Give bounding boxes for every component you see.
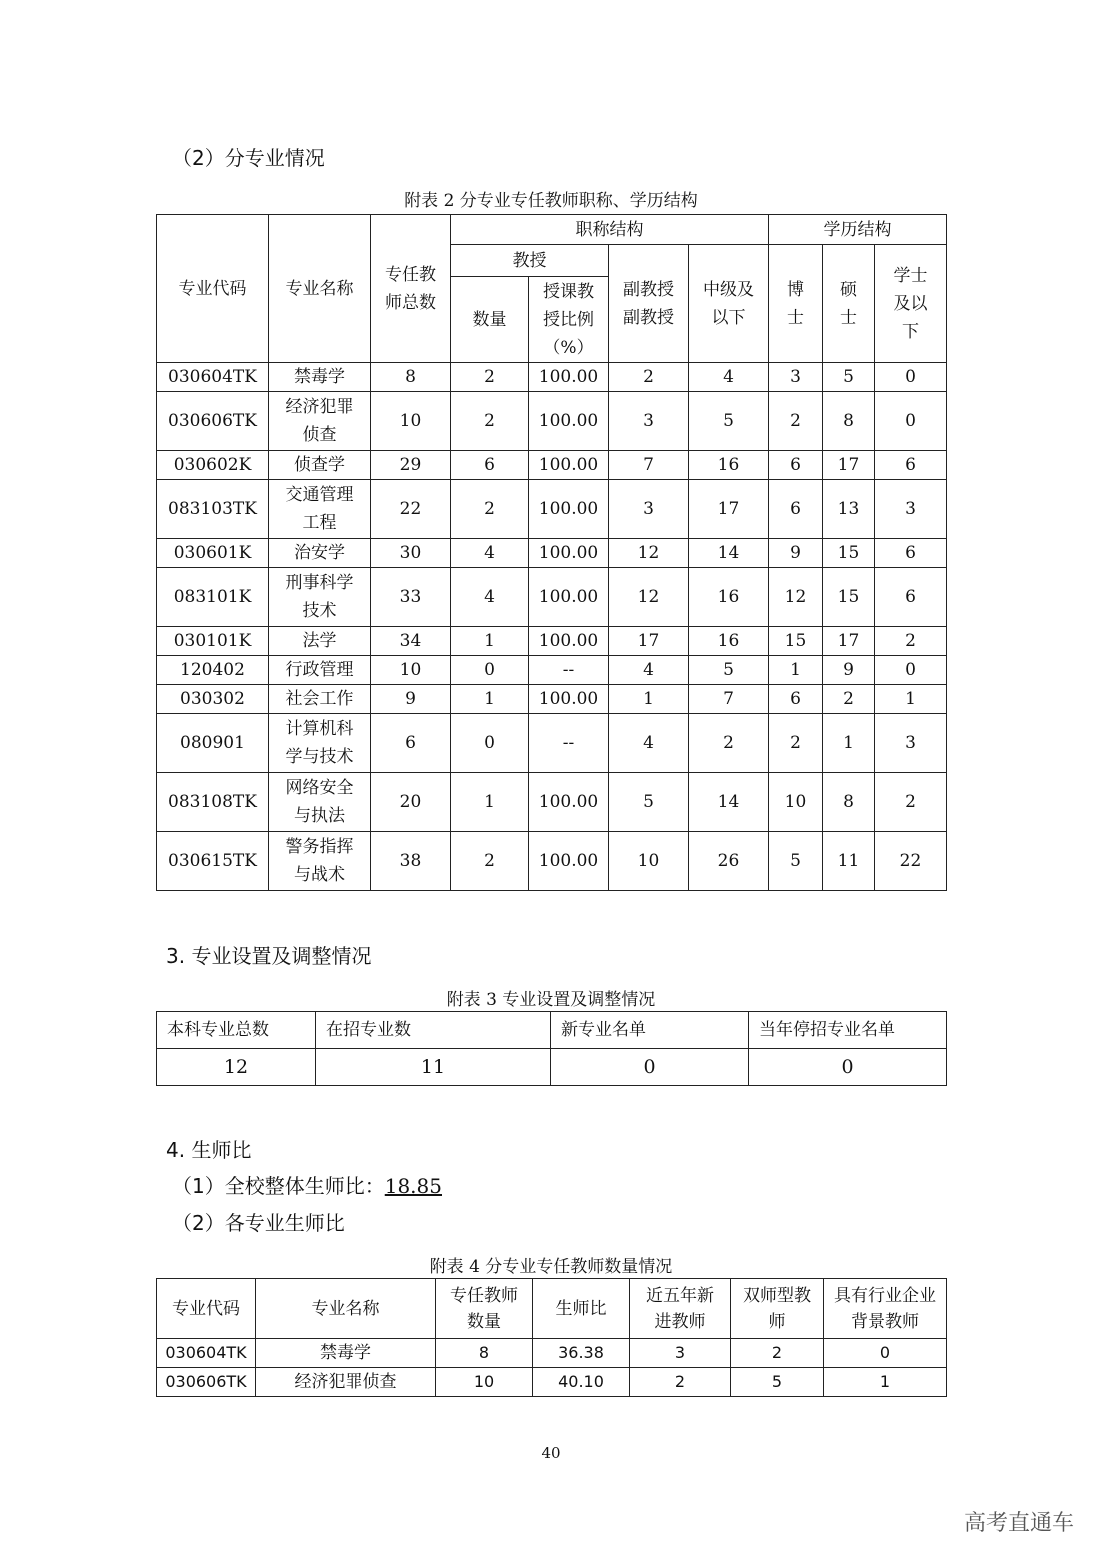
head-associate: 副教授副教授 — [609, 245, 689, 363]
table2-cell-bachelor: 1 — [875, 685, 947, 714]
table2-cell-bachelor: 3 — [875, 714, 947, 773]
table2-row — [157, 480, 947, 539]
table2-row — [157, 773, 947, 832]
table2-cell-bachelor: 6 — [875, 539, 947, 568]
setup-value-new: 0 — [551, 1049, 749, 1086]
table2-cell-mid-level: 4 — [689, 363, 769, 392]
table2-row — [157, 568, 947, 627]
head-education-structure: 学历结构 — [769, 215, 947, 245]
table2-cell-prof-ratio: 100.00 — [529, 363, 609, 392]
table2-cell-code: 080901 — [157, 714, 269, 773]
table2-cell-prof-count: 0 — [451, 714, 529, 773]
table2-cell-master: 15 — [823, 568, 875, 627]
table2-cell-prof-count: 2 — [451, 832, 529, 891]
major-setup-table — [156, 1011, 947, 1086]
table2-cell-code: 083108TK — [157, 773, 269, 832]
table2-cell-mid-level: 14 — [689, 539, 769, 568]
head-professor: 教授 — [451, 245, 609, 277]
table2-cell-master: 13 — [823, 480, 875, 539]
count-head-ratio: 生师比 — [533, 1279, 630, 1339]
table2-cell-master: 8 — [823, 392, 875, 451]
table2-row — [157, 685, 947, 714]
table2-cell-total: 10 — [371, 392, 451, 451]
table2-cell-phd: 3 — [769, 363, 823, 392]
table2-cell-associate: 2 — [609, 363, 689, 392]
overall-ratio-label: （1）全校整体生师比： — [172, 1174, 385, 1198]
table4-cell-name: 经济犯罪侦查 — [256, 1368, 436, 1397]
table2-cell-phd: 6 — [769, 480, 823, 539]
table2-cell-master: 15 — [823, 539, 875, 568]
table2-cell-name: 侦查学 — [269, 451, 371, 480]
table2-cell-master: 8 — [823, 773, 875, 832]
table2-cell-master: 2 — [823, 685, 875, 714]
table4-cell-code: 030606TK — [157, 1368, 256, 1397]
table2-cell-associate: 3 — [609, 392, 689, 451]
setup-head-enrolling: 在招专业数 — [316, 1012, 551, 1049]
table2-cell-prof-ratio: -- — [529, 656, 609, 685]
setup-head-new: 新专业名单 — [551, 1012, 749, 1049]
table2-cell-master: 1 — [823, 714, 875, 773]
table2-cell-phd: 2 — [769, 392, 823, 451]
table2-cell-code: 030601K — [157, 539, 269, 568]
watermark: 高考直通车 — [963, 1511, 1074, 1536]
table2-cell-name: 刑事科学技术 — [269, 568, 371, 627]
table2-row — [157, 539, 947, 568]
teacher-structure-rows — [157, 363, 947, 891]
table2-cell-associate: 5 — [609, 773, 689, 832]
table2-cell-total: 29 — [371, 451, 451, 480]
table2-cell-phd: 6 — [769, 451, 823, 480]
table2-cell-code: 030604TK — [157, 363, 269, 392]
head-title-structure: 职称结构 — [451, 215, 769, 245]
table2-cell-bachelor: 6 — [875, 451, 947, 480]
overall-ratio-value: 18.85 — [384, 1174, 442, 1198]
table2-cell-associate: 7 — [609, 451, 689, 480]
teacher-structure-table — [156, 214, 947, 891]
table2-row — [157, 451, 947, 480]
table2-cell-phd: 9 — [769, 539, 823, 568]
table2-caption: 附表 2 分专业专任教师职称、学历结构 — [404, 191, 698, 211]
count-head-name: 专业名称 — [256, 1279, 436, 1339]
table2-cell-name: 警务指挥与战术 — [269, 832, 371, 891]
table2-cell-prof-count: 1 — [451, 627, 529, 656]
table4-cell-dual-teachers: 5 — [731, 1368, 824, 1397]
table2-cell-name: 禁毒学 — [269, 363, 371, 392]
table4-cell-ratio: 36.38 — [533, 1339, 630, 1368]
table2-cell-mid-level: 16 — [689, 451, 769, 480]
table2-cell-name: 法学 — [269, 627, 371, 656]
head-count: 数量 — [451, 277, 529, 363]
table2-cell-total: 9 — [371, 685, 451, 714]
table2-cell-mid-level: 26 — [689, 832, 769, 891]
table2-cell-prof-ratio: 100.00 — [529, 627, 609, 656]
table2-cell-associate: 1 — [609, 685, 689, 714]
table2-cell-master: 17 — [823, 627, 875, 656]
table2-cell-associate: 3 — [609, 480, 689, 539]
table2-cell-name: 行政管理 — [269, 656, 371, 685]
head-ratio: 授课教授比例（%） — [529, 277, 609, 363]
table2-row — [157, 714, 947, 773]
head-mid-level: 中级及以下 — [689, 245, 769, 363]
table4-cell-industry-teachers: 1 — [824, 1368, 947, 1397]
table2-cell-name: 社会工作 — [269, 685, 371, 714]
table2-cell-mid-level: 2 — [689, 714, 769, 773]
table2-row — [157, 832, 947, 891]
section-heading-major-ratio: （2）各专业生师比 — [172, 1211, 345, 1235]
table2-cell-bachelor: 2 — [875, 627, 947, 656]
table2-cell-phd: 6 — [769, 685, 823, 714]
table2-cell-bachelor: 6 — [875, 568, 947, 627]
table2-cell-prof-count: 4 — [451, 539, 529, 568]
head-phd: 博士 — [769, 245, 823, 363]
teacher-count-table — [156, 1278, 947, 1397]
table2-cell-code: 030101K — [157, 627, 269, 656]
table2-cell-name: 治安学 — [269, 539, 371, 568]
table2-cell-bachelor: 22 — [875, 832, 947, 891]
setup-value-total: 12 — [157, 1049, 316, 1086]
table2-row — [157, 392, 947, 451]
table2-cell-bachelor: 0 — [875, 656, 947, 685]
table2-cell-name: 经济犯罪侦查 — [269, 392, 371, 451]
table2-cell-prof-count: 6 — [451, 451, 529, 480]
table2-cell-prof-ratio: 100.00 — [529, 539, 609, 568]
table2-cell-total: 30 — [371, 539, 451, 568]
table2-row — [157, 363, 947, 392]
table2-cell-mid-level: 16 — [689, 627, 769, 656]
table2-cell-prof-count: 4 — [451, 568, 529, 627]
table2-cell-prof-count: 1 — [451, 773, 529, 832]
table2-cell-prof-ratio: 100.00 — [529, 685, 609, 714]
table4-caption: 附表 4 分专业专任教师数量情况 — [429, 1257, 673, 1277]
table2-cell-prof-count: 2 — [451, 480, 529, 539]
setup-value-enrolling: 11 — [316, 1049, 551, 1086]
table2-cell-total: 6 — [371, 714, 451, 773]
table2-cell-code: 030302 — [157, 685, 269, 714]
table2-cell-code: 030602K — [157, 451, 269, 480]
table2-row — [157, 656, 947, 685]
table2-cell-mid-level: 17 — [689, 480, 769, 539]
table2-cell-mid-level: 14 — [689, 773, 769, 832]
table2-cell-master: 17 — [823, 451, 875, 480]
table3-caption: 附表 3 专业设置及调整情况 — [446, 990, 656, 1010]
table2-cell-prof-ratio: 100.00 — [529, 568, 609, 627]
table2-cell-associate: 10 — [609, 832, 689, 891]
table4-cell-teachers: 8 — [436, 1339, 533, 1368]
table4-cell-dual-teachers: 2 — [731, 1339, 824, 1368]
head-bachelor: 学士及以下 — [875, 245, 947, 363]
count-head-teachers: 专任教师数量 — [436, 1279, 533, 1339]
table2-cell-prof-count: 0 — [451, 656, 529, 685]
table2-cell-associate: 4 — [609, 714, 689, 773]
table4-cell-name: 禁毒学 — [256, 1339, 436, 1368]
table4-cell-new-teachers: 3 — [630, 1339, 731, 1368]
table2-cell-total: 8 — [371, 363, 451, 392]
table4-cell-code: 030604TK — [157, 1339, 256, 1368]
count-head-industry-teachers: 具有行业企业背景教师 — [824, 1279, 947, 1339]
table4-row — [157, 1368, 947, 1397]
table2-cell-phd: 12 — [769, 568, 823, 627]
table4-cell-industry-teachers: 0 — [824, 1339, 947, 1368]
table2-cell-total: 33 — [371, 568, 451, 627]
table2-cell-bachelor: 0 — [875, 392, 947, 451]
table4-cell-new-teachers: 2 — [630, 1368, 731, 1397]
table2-cell-bachelor: 2 — [875, 773, 947, 832]
table2-cell-mid-level: 5 — [689, 656, 769, 685]
table2-cell-phd: 15 — [769, 627, 823, 656]
head-total: 专任教师总数 — [371, 215, 451, 363]
table2-cell-total: 20 — [371, 773, 451, 832]
table2-cell-total: 38 — [371, 832, 451, 891]
table2-cell-phd: 5 — [769, 832, 823, 891]
table2-cell-associate: 12 — [609, 539, 689, 568]
table2-cell-name: 网络安全与执法 — [269, 773, 371, 832]
head-master: 硕士 — [823, 245, 875, 363]
table2-cell-master: 5 — [823, 363, 875, 392]
table2-row — [157, 627, 947, 656]
table2-cell-associate: 17 — [609, 627, 689, 656]
table2-cell-total: 34 — [371, 627, 451, 656]
head-code: 专业代码 — [157, 215, 269, 363]
table2-cell-code: 120402 — [157, 656, 269, 685]
overall-ratio-line — [172, 1170, 442, 1199]
table2-cell-prof-ratio: 100.00 — [529, 480, 609, 539]
table2-cell-phd: 1 — [769, 656, 823, 685]
table2-cell-total: 22 — [371, 480, 451, 539]
table4-row — [157, 1339, 947, 1368]
table2-cell-total: 10 — [371, 656, 451, 685]
table4-cell-teachers: 10 — [436, 1368, 533, 1397]
table2-cell-mid-level: 5 — [689, 392, 769, 451]
table2-cell-prof-ratio: 100.00 — [529, 773, 609, 832]
table2-cell-prof-ratio: 100.00 — [529, 832, 609, 891]
teacher-count-rows — [157, 1339, 947, 1397]
table2-cell-prof-ratio: 100.00 — [529, 451, 609, 480]
setup-value-stopped: 0 — [749, 1049, 947, 1086]
table2-cell-bachelor: 0 — [875, 363, 947, 392]
count-head-code: 专业代码 — [157, 1279, 256, 1339]
table2-cell-prof-count: 2 — [451, 363, 529, 392]
table2-cell-master: 9 — [823, 656, 875, 685]
table2-cell-code: 083101K — [157, 568, 269, 627]
table2-cell-associate: 4 — [609, 656, 689, 685]
table2-cell-code: 030615TK — [157, 832, 269, 891]
table2-cell-code: 083103TK — [157, 480, 269, 539]
table2-cell-prof-ratio: -- — [529, 714, 609, 773]
table2-cell-associate: 12 — [609, 568, 689, 627]
page-number: 40 — [541, 1444, 561, 1462]
table2-cell-phd: 2 — [769, 714, 823, 773]
setup-head-stopped: 当年停招专业名单 — [749, 1012, 947, 1049]
table2-cell-code: 030606TK — [157, 392, 269, 451]
table2-cell-prof-count: 2 — [451, 392, 529, 451]
count-head-dual-teachers: 双师型教师 — [731, 1279, 824, 1339]
setup-head-total: 本科专业总数 — [157, 1012, 316, 1049]
table2-cell-bachelor: 3 — [875, 480, 947, 539]
head-name: 专业名称 — [269, 215, 371, 363]
section-heading-majors: （2）分专业情况 — [172, 146, 325, 170]
table2-cell-name: 计算机科学与技术 — [269, 714, 371, 773]
table2-cell-mid-level: 16 — [689, 568, 769, 627]
section-heading-ratio: 4. 生师比 — [166, 1138, 252, 1162]
count-head-new-teachers: 近五年新进教师 — [630, 1279, 731, 1339]
table2-cell-master: 11 — [823, 832, 875, 891]
table2-cell-name: 交通管理工程 — [269, 480, 371, 539]
table2-cell-prof-count: 1 — [451, 685, 529, 714]
table2-cell-prof-ratio: 100.00 — [529, 392, 609, 451]
section-heading-setup: 3. 专业设置及调整情况 — [166, 944, 372, 968]
table2-cell-phd: 10 — [769, 773, 823, 832]
table4-cell-ratio: 40.10 — [533, 1368, 630, 1397]
table2-cell-mid-level: 7 — [689, 685, 769, 714]
